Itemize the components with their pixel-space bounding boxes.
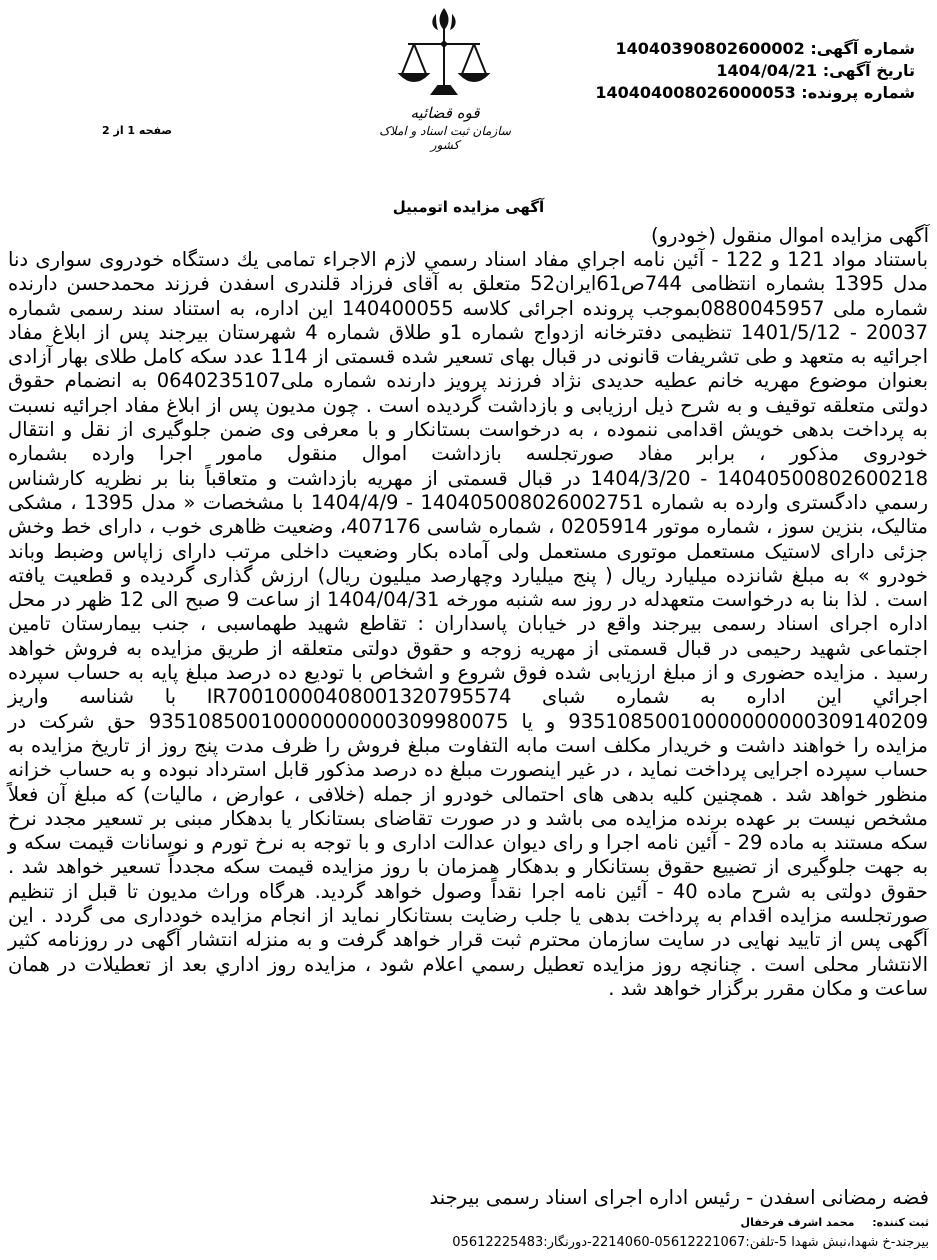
- org-line-2: سازمان ثبت اسناد و املاک کشور: [379, 124, 511, 152]
- notice-intro: آگهی مزایده اموال منقول (خودرو): [650, 224, 929, 247]
- registrar-name: محمد اشرف فرخفال: [740, 1216, 855, 1229]
- notice-date: تاریخ آگهی: 1404/04/21: [716, 61, 915, 80]
- org-line-1: قوه قضائیه: [410, 104, 480, 122]
- registrar-label: ثبت کننده:: [872, 1216, 929, 1229]
- notice-title: آگهی مزایده اتومبیل: [392, 198, 545, 216]
- notice-number: شماره آگهی: 14040390802600002: [615, 39, 915, 58]
- notice-meta: [595, 38, 915, 104]
- notice-body: باستناد مواد 121 و 122 - آئین نامه اجراي مفاد اسناد رسمي لازم الاجراء تمامی يك دستگاه خودروی سواری دنا مدل 1395 بشماره انتظامی 744ص61ایران52 متعلق به آقای فرزاد قلندری اسفدن فرزند محمدحسن دارنده شماره ملی 0880045957بموجب پرونده اجرائی کلاسه 140400055 این اداره، به استناد سند رسمی شماره 20037 - 1401/5/12 تنظیمی دفترخانه ازدواج شماره 1و طلاق شماره 4 شهرستان بیرجند پس از ابلاغ مفاد اجرائیه به متعهد و طی تشریفات قانونی در قبال بهای تسعیر شده قسمتی از 114 عدد سکه کامل طلای بهار آزادی بعنوان موضوع مهریه خانم عطیه حدیدی نژاد فرزند پرویز دارنده شماره ملی0640235107 به انضمام حقوق دولتی متعلقه توقیف و به شرح ذیل ارزیابی و بازداشت گردیده است . چون مدیون پس از ابلاغ مفاد اجرائیه نسبت به پرداخت بدهی خویش اقدامی ننموده ، به درخواست بستانکار و با معرفی وی ضمن جلوگیری از نقل و انتقال خودروی مذکور ، برابر مفاد صورتجلسه بازداشت اموال منقول مامور اجرا وارده بشماره 14040500802600218 - 1404/3/20 در قبال قسمتی از مهریه بازداشت و متعاقباً بنا بر نظریه کارشناس رسمي دادگستری وارده به شماره 140405008026002751 - 1404/4/9 با مشخصات « مدل 1395 ، مشکی متالیک، بنزین سوز ، شماره موتور 0205914 ، شماره شاسی 407176، وضعیت ظاهری خوب ، دارای خط وخش جزئی دارای لاستیک مستعمل موتوری مستعمل ولی آماده بکار وضعیت داخلی مرتب دارای زاپاس وضبط وباند خودرو » به مبلغ شانزده میلیارد ریال ( پنج میلیارد وچهارصد میلیون ریال) ارزش گذاری گردیده و قطعیت یافته است . لذا بنا به درخواست متعهدله در روز سه شنبه مورخه 1404/04/31 از ساعت 9 صبح الی 12 ظهر در محل اداره اجرای اسناد رسمی بیرجند واقع در خیابان پاسداران : تقاطع شهید طهماسبی ، جنب بیمارستان تامین اجتماعی شهید رحیمی در قبال قسمتی از مهریه زوجه و حقوق دولتی متعلقه از طریق مزایده به فروش خواهد رسید . مزایده حضوری و از مبلغ ارزیابی شده فوق شروع و اشخاص با تودیع ده درصد مبلغ پایه به حساب سپرده اجرائي این اداره به شماره شبای IR70010000408001320795574 با شناسه واریز 93510850010000000000309140209 و یا 93510850010000000000309980075 حق شرکت در مزایده را خواهند داشت و خریدار مکلف است مابه التفاوت مبلغ فروش را ظرف مدت پنج روز از تاریخ مزایده به حساب سپرده اجرایی پرداخت نماید ، در غیر اینصورت مبلغ ده درصد مذکور قابل استرداد نبوده و به حساب خزانه منظور خواهد شد . همچنین کلیه بدهی های احتمالی خودرو از جمله (خلافی ، عوارض ، مالیات) که مبلغ آن فعلاً مشخص نیست بر عهده برنده مزایده می باشد و در صورت تقاضای بستانکار یا بدهکار مبنی بر تسعیر مجدد نرخ سکه مستند به ماده 29 - آئین نامه اجرا و رای دیوان عدالت اداری و با توجه به نرخ تورم و نوسانات قیمت سکه و به جهت جلوگیری از تضییع حقوق بستانکار و بدهکار همزمان با روز مزایده قیمت سکه مجدداً تسعیر خواهد شد . حقوق دولتی به شرح ماده 40 - آئین نامه اجرا نقداً وصول خواهد گردید. هرگاه وراث مدیون تا قبل از تنظیم صورتجلسه مزایده اقدام به پرداخت بدهی یا جلب رضایت بستانکار نماید از انجام مزایده خودداری می گردد . این آگهی پس از تایید نهایی در سایت سازمان محترم ثبت قرار خواهد گرفت و به منزله انتشار آگهی در روزنامه کثیر الانتشار محلی است . چنانچه روز مزایده تعطیل رسمي اعلام شود ، مزایده روز اداري بعد از تعطیلات در همان ساعت و مکان مقرر برگزار خواهد شد .: [8, 248, 929, 1000]
- signature-line: فضه رمضانی اسفدن - رئیس اداره اجرای اسناد رسمی بیرجند: [429, 1186, 929, 1209]
- footer-contact: بیرجند-خ شهدا،نبش شهدا 5-تلفن:05612221067-2214060-دورنگار:05612225483: [452, 1235, 929, 1250]
- judiciary-emblem-icon: [394, 4, 494, 108]
- registrar-line: [741, 1216, 929, 1229]
- organization-logo-text: [370, 104, 520, 152]
- case-number: شماره پرونده: 140404008026000053: [595, 83, 915, 102]
- page-indicator: صفحه 1 از 2: [102, 124, 173, 137]
